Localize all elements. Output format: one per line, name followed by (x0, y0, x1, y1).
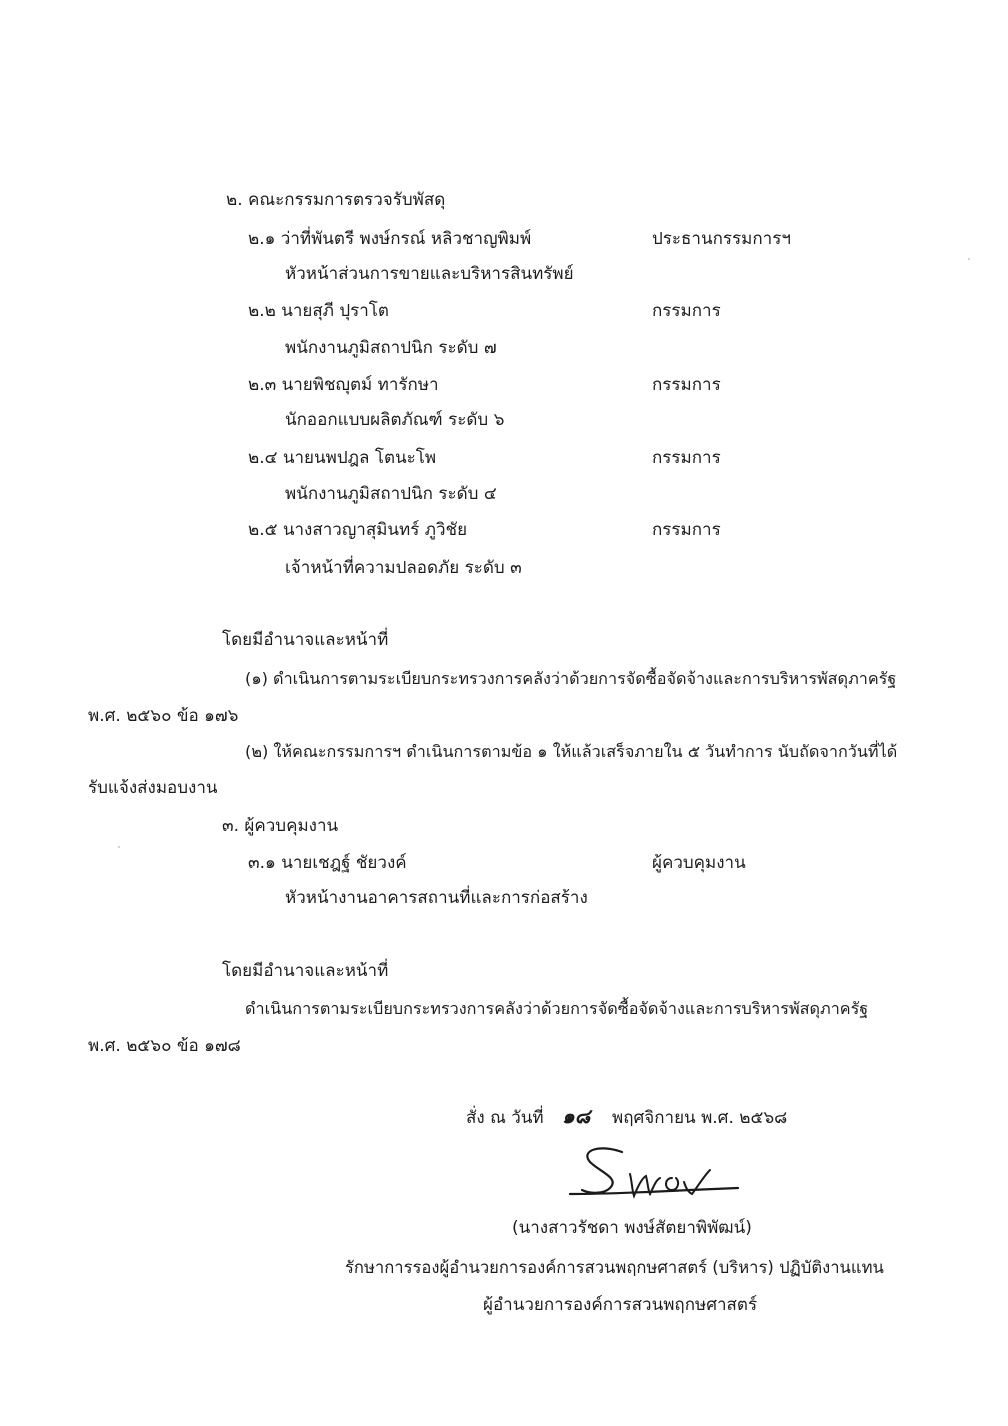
order-date-month-year: พฤศจิกายน พ.ศ. ๒๕๖๘ (612, 1108, 788, 1128)
member-3-1-name: ๓.๑ นายเชฎฐ์ ชัยวงค์ (248, 853, 407, 873)
member-2-4-name: ๒.๔ นายนพปฎล โตนะโพ (248, 448, 437, 468)
member-2-3-position: นักออกแบบผลิตภัณฑ์ ระดับ ๖ (285, 410, 505, 430)
section2-duty1-line2: พ.ศ. ๒๕๖๐ ข้อ ๑๗๖ (88, 706, 239, 726)
member-2-3-role: กรรมการ (652, 375, 721, 395)
section3-duty-line1: ดำเนินการตามระเบียบกระทรวงการคลังว่าด้วยการจัดซื้อจัดจ้างและการบริหารพัสดุภาครัฐ (245, 999, 869, 1018)
member-3-1-position: หัวหน้างานอาคารสถานที่และการก่อสร้าง (285, 888, 588, 908)
section3-heading: ๓. ผู้ควบคุมงาน (222, 816, 339, 836)
member-3-1-role: ผู้ควบคุมงาน (652, 853, 746, 873)
scan-speck (118, 846, 120, 848)
section2-duty1-line1: (๑) ดำเนินการตามระเบียบกระทรวงการคลังว่าด้วยการจัดซื้อจัดจ้างและการบริหารพัสดุภาครัฐ (245, 669, 897, 688)
section3-duties-heading: โดยมีอำนาจและหน้าที่ (222, 961, 389, 981)
member-2-1-role: ประธานกรรมการฯ (652, 229, 791, 249)
handwritten-signature (560, 1142, 750, 1216)
section2-heading: ๒. คณะกรรมการตรวจรับพัสดุ (226, 190, 446, 210)
member-2-2-position: พนักงานภูมิสถาปนิก ระดับ ๗ (285, 338, 497, 358)
order-date-day: ๑๘ (562, 1104, 591, 1128)
member-2-2-name: ๒.๒ นายสุภี ปุราโต (248, 301, 389, 321)
signatory-title-line1: รักษาการรองผู้อำนวยการองค์การสวนพฤกษศาสตร์ (บริหาร) ปฏิบัติงานแทน (345, 1258, 884, 1277)
section2-duties-heading: โดยมีอำนาจและหน้าที่ (222, 630, 389, 650)
member-2-1-position: หัวหน้าส่วนการขายและบริหารสินทรัพย์ (285, 264, 574, 284)
section3-duty-line2: พ.ศ. ๒๕๖๐ ข้อ ๑๗๘ (88, 1036, 241, 1056)
signatory-name: (นางสาวรัชดา พงษ์สัตยาพิพัฒน์) (512, 1218, 752, 1238)
member-2-4-role: กรรมการ (652, 448, 721, 468)
member-2-1-name: ๒.๑ ว่าที่พันตรี พงษ์กรณ์ หลิวชาญพิมพ์ (248, 229, 532, 249)
member-2-3-name: ๒.๓ นายพิชญุตม์ ทารักษา (248, 375, 439, 395)
order-date-prefix: สั่ง ณ วันที่ (466, 1108, 544, 1128)
member-2-5-role: กรรมการ (652, 520, 721, 540)
signatory-title-line2: ผู้อำนวยการองค์การสวนพฤกษศาสตร์ (483, 1295, 758, 1315)
member-2-5-position: เจ้าหน้าที่ความปลอดภัย ระดับ ๓ (285, 558, 522, 578)
member-2-2-role: กรรมการ (652, 301, 721, 321)
member-2-4-position: พนักงานภูมิสถาปนิก ระดับ ๔ (285, 484, 497, 504)
section2-duty2-line1: (๒) ให้คณะกรรมการฯ ดำเนินการตามข้อ ๑ ให้แล้วเสร็จภายใน ๕ วันทำการ นับถัดจากวันที่ได้ (245, 742, 898, 761)
section2-duty2-line2: รับแจ้งส่งมอบงาน (88, 778, 218, 798)
member-2-5-name: ๒.๕ นางสาวญาสุมินทร์ ภูวิชัย (248, 520, 468, 540)
scan-speck (968, 258, 970, 260)
